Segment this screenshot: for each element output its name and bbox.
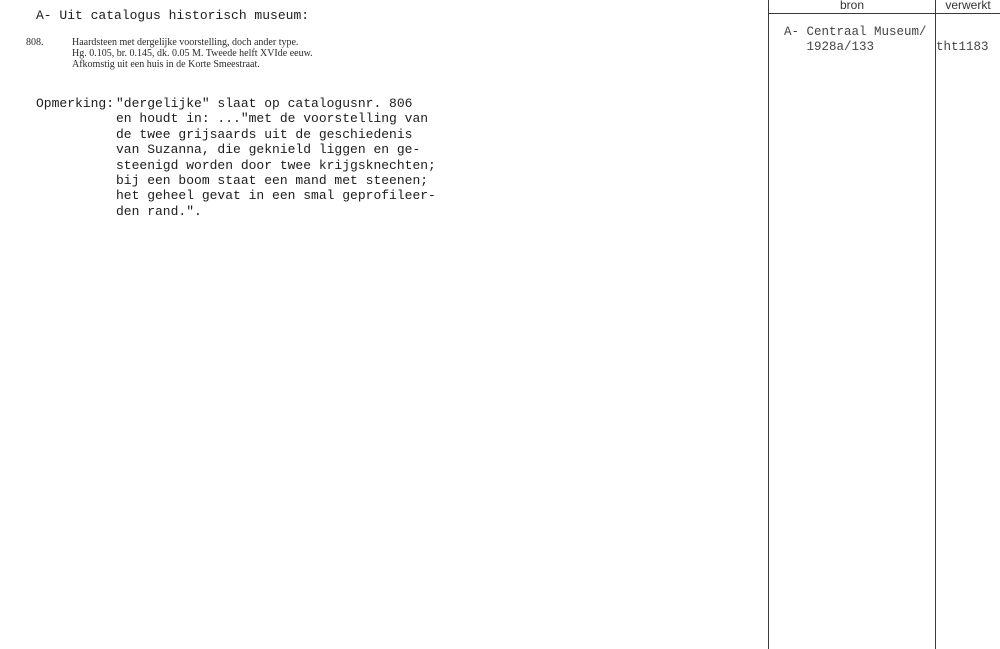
catalog-entry-line: Afkomstig uit een huis in de Korte Smeestraat.	[72, 59, 260, 70]
remark-line: den rand.".	[116, 203, 202, 219]
bron-entry	[784, 25, 927, 55]
catalog-heading: A- Uit catalogus historisch museum:	[36, 8, 310, 23]
remark-label: Opmerking:	[36, 96, 115, 111]
header-underline	[768, 13, 1000, 14]
catalog-entry-number: 808.	[26, 37, 44, 48]
verwerkt-entry: tht1183	[936, 40, 989, 54]
verwerkt-column-divider	[935, 0, 936, 649]
remark-line: bij een boom staat een mand met steenen;	[116, 173, 429, 189]
bron-column-divider	[768, 0, 769, 649]
remark-line: de twee grijsaards uit de geschiedenis	[116, 126, 413, 142]
remark-line: het geheel gevat in een smal geprofileer-	[116, 188, 436, 204]
bron-line: 1928a/133	[784, 40, 875, 54]
remark-line: en houdt in: ..."met de voorstelling van	[116, 111, 429, 127]
bron-column-header: bron	[839, 0, 865, 12]
verwerkt-column-header: verwerkt	[945, 0, 991, 12]
remark-line: steenigd worden door twee krijgsknechten;	[116, 157, 436, 173]
catalog-entry-line: Hg. 0.105, br. 0.145, dk. 0.05 M. Tweede helft XVIde eeuw.	[72, 48, 313, 59]
remark-line: van Suzanna, die geknield liggen en ge-	[116, 142, 421, 158]
remark-line: "dergelijke" slaat op catalogusnr. 806	[116, 96, 413, 111]
catalog-entry-text	[72, 37, 313, 70]
bron-line: A- Centraal Museum/	[784, 25, 927, 39]
remark-body	[116, 96, 436, 219]
catalog-entry-line: Haardsteen met dergelijke voorstelling, doch ander type.	[72, 37, 299, 48]
